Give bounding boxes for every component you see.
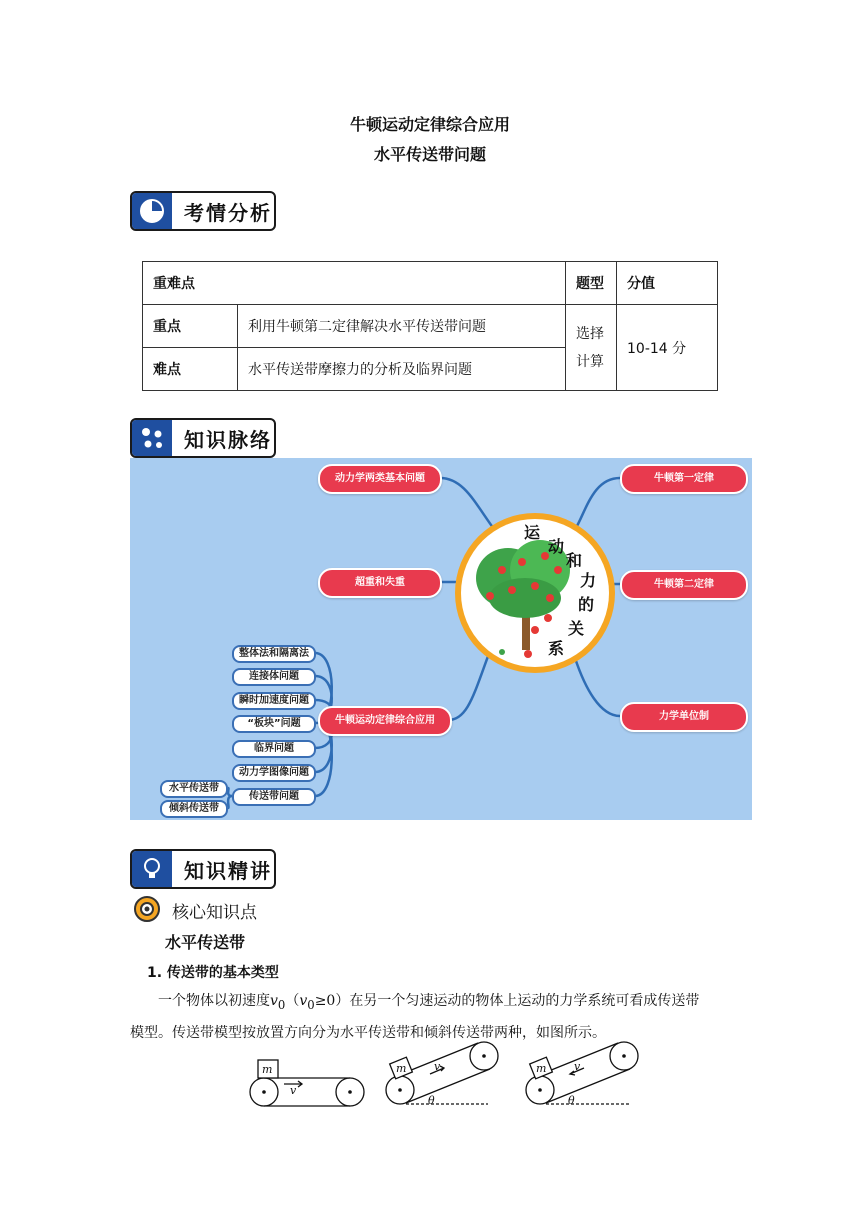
angle-label-2: θ xyxy=(568,1094,575,1107)
type-calc: 计算 xyxy=(576,353,604,370)
network-icon xyxy=(132,420,172,456)
node-comprehensive: 牛顿运动定律综合应用 xyxy=(318,706,452,736)
section-title-lecture: 知识精讲 xyxy=(184,858,272,883)
mass-label-3: m xyxy=(536,1062,547,1075)
leaf-inclined-belt: 倾斜传送带 xyxy=(160,800,228,818)
leaf-critical: 临界问题 xyxy=(232,740,316,758)
leaf-dynamics-graph: 动力学图像问题 xyxy=(232,764,316,782)
cell-score: 10-14 分 xyxy=(617,305,718,391)
section-header-context xyxy=(130,418,276,458)
lightbulb-icon xyxy=(132,851,172,887)
doc-subtitle: 水平传送带问题 xyxy=(373,145,486,164)
section-title-context: 知识脉络 xyxy=(184,427,272,452)
speed-label-1: v xyxy=(290,1084,297,1097)
doc-title: 牛顿运动定律综合应用 xyxy=(349,115,510,134)
mass-label-1: m xyxy=(262,1063,273,1076)
para-line-2: 模型。传送带模型按放置方向分为水平传送带和倾斜传送带两种，如图所示。 xyxy=(130,1024,606,1041)
node-overweight: 超重和失重 xyxy=(318,568,442,598)
center-char-7: 系 xyxy=(548,639,565,658)
section-title-analysis: 考情分析 xyxy=(184,200,272,225)
analysis-table xyxy=(142,261,718,391)
angle-label-1: θ xyxy=(428,1094,435,1107)
center-char-3: 和 xyxy=(566,551,583,570)
v0-subscript: 0 xyxy=(277,997,286,1012)
lecture-subtitle: 水平传送带 xyxy=(165,933,246,952)
para-a: 一个物体以初速度 xyxy=(158,993,270,1009)
v0-symbol: v xyxy=(270,993,278,1009)
conveyor-diagram xyxy=(240,1040,650,1112)
core-knowledge-title: 核心知识点 xyxy=(172,903,257,923)
row-desc-hard: 水平传送带摩擦力的分析及临界问题 xyxy=(238,348,566,391)
leaf-board-block: “板块”问题 xyxy=(232,715,316,733)
center-char-1: 运 xyxy=(524,523,541,542)
leaf-horizontal-belt: 水平传送带 xyxy=(160,780,228,798)
section-header-analysis xyxy=(130,191,276,231)
th-keypoints: 重难点 xyxy=(143,262,566,305)
type-choice: 选择 xyxy=(576,325,604,342)
pie-chart-icon xyxy=(132,193,172,229)
paragraph-1 xyxy=(130,987,750,1047)
speed-label-2: v xyxy=(434,1060,441,1073)
mind-map-lines xyxy=(130,458,752,820)
leaf-connected-body: 连接体问题 xyxy=(232,668,316,686)
node-first-law: 牛顿第一定律 xyxy=(620,464,748,494)
mind-map xyxy=(130,458,752,820)
para-b: （ xyxy=(285,993,300,1009)
center-char-4: 力 xyxy=(580,571,597,590)
row-label-key: 重点 xyxy=(143,305,238,348)
cell-type xyxy=(566,305,617,391)
leaf-conveyor: 传送带问题 xyxy=(232,788,316,806)
row-desc-key: 利用牛顿第二定律解决水平传送带问题 xyxy=(238,305,566,348)
node-unit-system: 力学单位制 xyxy=(620,702,748,732)
node-second-law: 牛顿第二定律 xyxy=(620,570,748,600)
speed-label-3: v xyxy=(574,1060,581,1073)
row-label-hard: 难点 xyxy=(143,348,238,391)
leaf-instant-accel: 瞬时加速度问题 xyxy=(232,692,316,710)
section-header-lecture xyxy=(130,849,276,889)
v0-symbol-2: v xyxy=(299,993,308,1009)
center-char-6: 关 xyxy=(568,619,585,638)
leaf-whole-isolation: 整体法和隔离法 xyxy=(232,645,316,663)
node-dynamics-basic: 动力学两类基本问题 xyxy=(318,464,442,494)
target-icon xyxy=(132,894,162,924)
mass-label-2: m xyxy=(396,1062,407,1075)
v0-subscript-2: 0 xyxy=(307,997,315,1012)
center-char-5: 的 xyxy=(578,595,595,614)
th-type: 题型 xyxy=(566,262,617,305)
point-1-title: 1. 传送带的基本类型 xyxy=(147,965,279,981)
para-c: ≥0）在另一个匀速运动的物体上运动的力学系统可看成传送带 xyxy=(314,993,700,1009)
th-score: 分值 xyxy=(617,262,718,305)
center-char-2: 动 xyxy=(548,537,565,556)
